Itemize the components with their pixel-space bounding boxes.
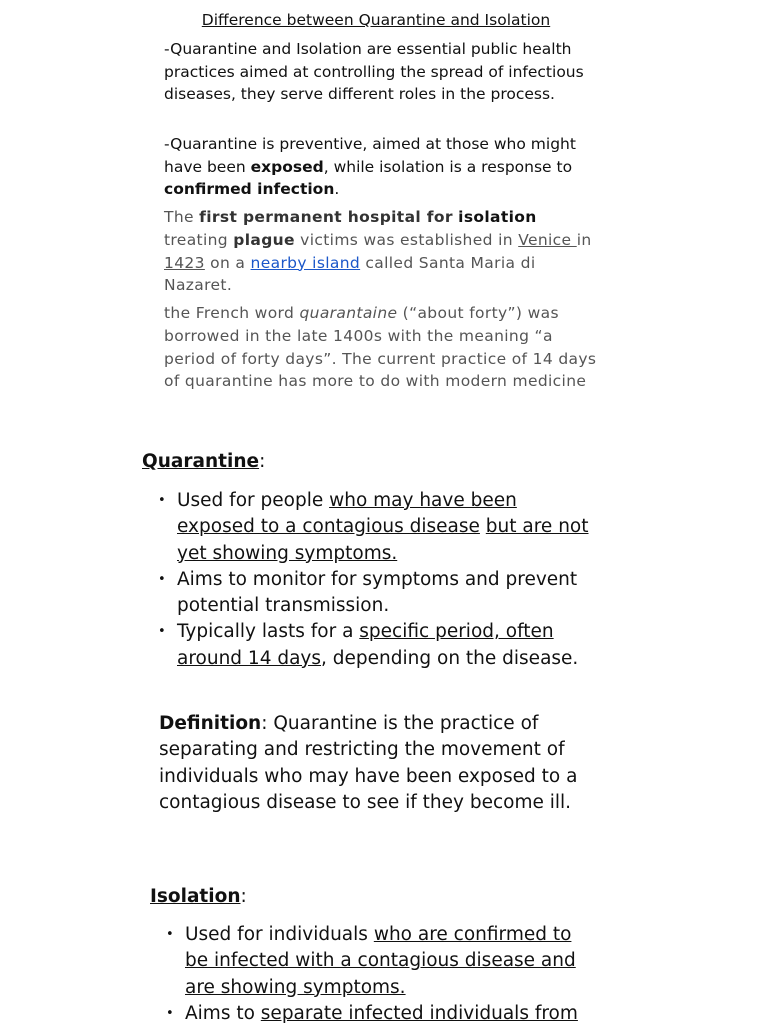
bullet-icon: • bbox=[158, 571, 166, 587]
list-item bbox=[166, 1001, 585, 1027]
preventive-paragraph bbox=[164, 133, 604, 201]
history-paragraph bbox=[164, 206, 604, 297]
list-item bbox=[158, 488, 597, 567]
bullet-icon: • bbox=[158, 493, 166, 508]
etymology-paragraph bbox=[164, 302, 604, 393]
nearby-island-link[interactable]: nearby island bbox=[250, 253, 361, 272]
isolation-heading-text: Isolation bbox=[150, 886, 241, 907]
text-run: victims was established in bbox=[294, 230, 519, 249]
exposed-bold: exposed bbox=[250, 157, 324, 176]
document-title: Difference between Quarantine and Isolation bbox=[201, 11, 551, 29]
text-run: treating bbox=[164, 230, 234, 249]
quarantine-heading-text: Quarantine bbox=[142, 451, 260, 472]
intro-paragraph bbox=[164, 38, 604, 106]
plague-bold: plague bbox=[233, 230, 295, 249]
underlined-text: who may have been exposed to a contagious disease bbox=[177, 490, 517, 538]
text-run: Used for people bbox=[177, 490, 330, 511]
isolation-heading bbox=[150, 885, 247, 909]
isolation-bold: isolation bbox=[458, 208, 537, 226]
quarantaine-italic: quarantaine bbox=[299, 304, 398, 322]
text-run: Aims to monitor for symptoms and prevent potential transmission. bbox=[177, 568, 578, 617]
text-run: (“about forty”) was borrowed in the late 1400s with the meaning “a period of forty days”. The current practice of 14 days of quarantine has more to do with modern medicine bbox=[164, 304, 597, 391]
underlined-text: specific period, often around 14 days bbox=[177, 621, 554, 669]
definition-label: Definition bbox=[159, 713, 262, 734]
text-run: -Quarantine is preventive, aimed at those who might have been bbox=[164, 135, 576, 176]
quarantine-heading bbox=[142, 450, 265, 474]
text-run: The bbox=[164, 208, 200, 226]
text-run: the French word bbox=[164, 304, 300, 322]
venice-underlined: Venice bbox=[518, 230, 577, 249]
hospital-bold: first permanent hospital for bbox=[199, 208, 453, 226]
list-item bbox=[158, 567, 597, 620]
text-run: on a bbox=[204, 253, 251, 272]
isolation-bullet-list bbox=[166, 922, 585, 1027]
bullet-icon: • bbox=[166, 927, 174, 942]
quarantine-bullet-list bbox=[158, 488, 597, 672]
underlined-text: who are confirmed to be infected with a contagious disease and are showing symptoms. bbox=[185, 924, 576, 998]
text-run: called Santa Maria di Nazaret. bbox=[164, 253, 536, 295]
bullet-icon: • bbox=[158, 624, 166, 640]
text-run: . bbox=[334, 180, 340, 198]
text-run: Typically lasts for a bbox=[177, 621, 360, 643]
text-run: Used for individuals bbox=[185, 924, 374, 945]
text-run: in bbox=[576, 230, 592, 249]
underlined-text: but are not yet showing symptoms. bbox=[177, 516, 589, 564]
heading-colon: : bbox=[259, 451, 266, 472]
underlined-text: separate infected individuals from bbox=[260, 1002, 578, 1024]
heading-colon: : bbox=[240, 886, 247, 907]
year-underlined: 1423 bbox=[164, 253, 205, 272]
list-item bbox=[166, 922, 585, 1001]
confirmed-infection-bold: confirmed infection bbox=[164, 180, 335, 198]
text-run: , depending on the disease. bbox=[321, 647, 579, 669]
text-run: , while isolation is a response to bbox=[323, 157, 573, 176]
intro-text: -Quarantine and Isolation are essential public health practices aimed at controlling the spread of infectious diseases, they serve different roles in the process. bbox=[164, 40, 584, 103]
definition-text: : Quarantine is the practice of separating and restricting the movement of individuals who may have been exposed to a contagious disease to see if they become ill. bbox=[159, 713, 578, 813]
list-item bbox=[158, 619, 597, 672]
quarantine-definition bbox=[159, 711, 579, 816]
bullet-icon: • bbox=[166, 1005, 174, 1021]
text-run: Aims to bbox=[185, 1002, 261, 1024]
